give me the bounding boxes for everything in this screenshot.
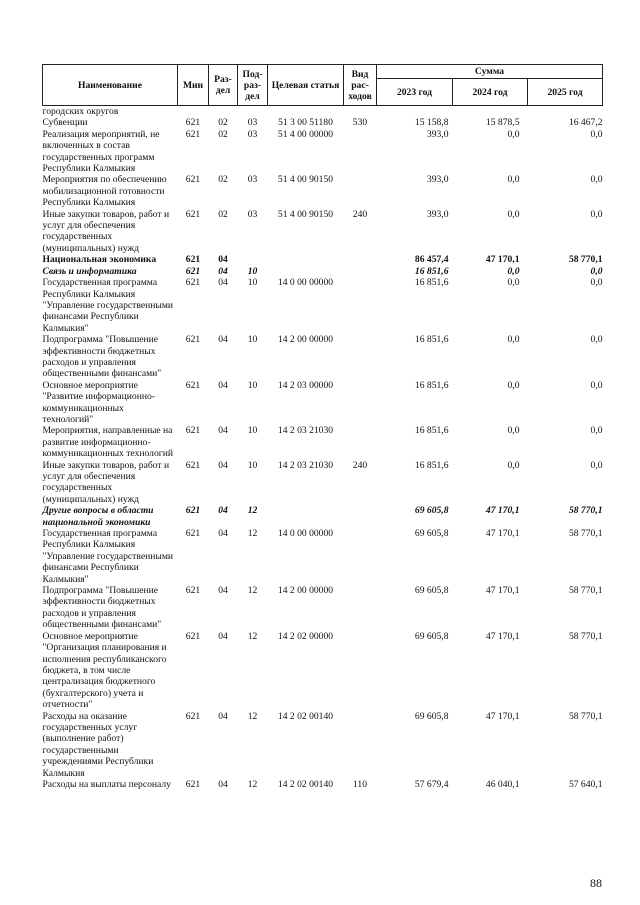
row-sum-2024: 0,0 xyxy=(507,265,520,277)
row-sum-2024: 0,0 xyxy=(507,174,520,186)
row-name: Связь и информатика xyxy=(42,265,137,277)
row-vid: 110 xyxy=(352,778,368,790)
row-sum-2023: 69 605,8 xyxy=(414,505,449,517)
table-row xyxy=(43,209,603,255)
row-podrazdel: 03 xyxy=(247,117,258,129)
row-razdel: 02 xyxy=(218,128,228,140)
row-razdel: 04 xyxy=(218,334,228,346)
table-row xyxy=(43,334,603,380)
row-min: 621 xyxy=(185,334,201,346)
row-target: 51 4 00 00000 xyxy=(277,128,334,140)
row-sum-2025: 0,0 xyxy=(590,334,603,346)
row-name: Реализация мероприятий, не включенных в состав государственных программ Республики Калмыкия xyxy=(42,128,160,175)
row-sum-2023: 69 605,8 xyxy=(414,585,449,597)
row-target xyxy=(268,266,344,277)
row-name: Основное мероприятие "Организация планирования и исполнения республиканского бюджета, в том числе централизация бюджетного (бухгалтерского) учета и отчетности" xyxy=(42,630,167,711)
row-podrazdel: 03 xyxy=(247,208,258,220)
table-row xyxy=(43,266,603,277)
row-name: Иные закупки товаров, работ и услуг для обеспечения государственных (муниципальных) нужд xyxy=(42,459,170,505)
row-sum-2024: 15 878,5 xyxy=(485,117,520,129)
row-sum-2025: 58 770,1 xyxy=(568,528,603,540)
row-sum-2024: 0,0 xyxy=(507,459,520,471)
row-sum-2023: 16 851,6 xyxy=(414,459,449,471)
row-name: городских округов xyxy=(42,106,119,117)
row-razdel: 04 xyxy=(218,710,228,722)
header-year-2025: 2025 год xyxy=(528,79,603,106)
row-vid xyxy=(344,711,377,779)
row-name: Подпрограмма "Повышение эффективности бюджетных расходов и управления общественными финансами" xyxy=(42,585,162,631)
row-vid xyxy=(344,505,377,528)
row-vid xyxy=(344,528,377,585)
row-sum-2024: 47 170,1 xyxy=(485,528,520,540)
row-sum-2023: 393,0 xyxy=(426,174,449,186)
row-sum-2023: 86 457,4 xyxy=(414,254,449,266)
row-sum-2023: 393,0 xyxy=(426,208,449,220)
row-sum-2023: 69 605,8 xyxy=(414,528,449,540)
budget-table xyxy=(42,64,603,790)
row-sum-2025: 0,0 xyxy=(590,128,603,140)
row-sum-2025: 58 770,1 xyxy=(568,630,603,642)
row-sum-2025: 0,0 xyxy=(590,379,603,391)
table-header xyxy=(43,65,603,106)
row-podrazdel: 12 xyxy=(247,710,258,722)
row-podrazdel: 10 xyxy=(247,425,258,437)
row-min: 621 xyxy=(185,128,201,140)
header-razdel: Раз-дел xyxy=(209,65,238,106)
table-row xyxy=(43,425,603,459)
row-sum-2025: 58 770,1 xyxy=(568,710,603,722)
row-name: Расходы на выплаты персоналу xyxy=(42,778,171,790)
row-min: 621 xyxy=(185,277,201,289)
row-sum-2023: 16 851,6 xyxy=(414,277,449,289)
header-vid: Вид рас-ходов xyxy=(344,65,377,106)
header-year-2024: 2024 год xyxy=(453,79,528,106)
row-sum-2024: 0,0 xyxy=(507,277,520,289)
row-sum-2024: 0,0 xyxy=(507,208,520,220)
row-razdel: 02 xyxy=(218,208,228,220)
row-podrazdel: 10 xyxy=(247,379,258,391)
row-sum-2025: 58 770,1 xyxy=(568,254,603,266)
row-razdel: 04 xyxy=(218,630,228,642)
row-vid: 530 xyxy=(352,117,368,129)
row-sum-2023: 16 851,6 xyxy=(414,425,449,437)
row-razdel: 02 xyxy=(218,117,228,129)
row-min: 621 xyxy=(185,585,201,597)
row-podrazdel: 12 xyxy=(247,528,258,540)
row-min: 621 xyxy=(185,505,201,517)
row-podrazdel: 03 xyxy=(247,128,258,140)
row-sum-2024: 47 170,1 xyxy=(485,585,520,597)
row-min: 621 xyxy=(185,208,201,220)
row-podrazdel xyxy=(238,254,268,265)
row-target: 51 3 00 51180 xyxy=(278,117,333,129)
row-sum-2024: 47 170,1 xyxy=(485,630,520,642)
row-sum-2023: 57 679,4 xyxy=(414,778,449,790)
header-min: Мин xyxy=(178,65,209,106)
row-razdel: 04 xyxy=(218,778,228,790)
row-sum-2023 xyxy=(377,106,453,118)
row-vid xyxy=(344,277,377,334)
row-target: 14 2 03 21030 xyxy=(277,459,334,471)
row-razdel: 04 xyxy=(218,528,228,540)
row-sum-2023: 393,0 xyxy=(426,128,449,140)
row-podrazdel: 03 xyxy=(247,174,258,186)
table-row xyxy=(43,277,603,334)
row-sum-2025: 0,0 xyxy=(590,425,603,437)
table-row xyxy=(43,585,603,631)
row-razdel: 04 xyxy=(218,254,228,266)
row-vid xyxy=(344,106,377,118)
row-target: 14 0 00 00000 xyxy=(277,528,334,540)
row-sum-2025: 0,0 xyxy=(590,265,603,277)
row-sum-2025: 58 770,1 xyxy=(568,505,603,517)
row-sum-2025: 16 467,2 xyxy=(568,117,603,129)
table-row xyxy=(43,117,603,128)
row-vid xyxy=(344,425,377,459)
row-target: 14 2 03 00000 xyxy=(277,379,334,391)
row-name: Государственная программа Республики Калмыкия "Управление государственными финансами Республики Калмыкия" xyxy=(42,277,174,334)
row-target: 14 2 02 00140 xyxy=(277,778,334,790)
row-sum-2023: 16 851,6 xyxy=(414,334,449,346)
row-min: 621 xyxy=(185,117,201,129)
row-sum-2025: 0,0 xyxy=(590,277,603,289)
row-min: 621 xyxy=(185,710,201,722)
row-vid xyxy=(344,129,377,175)
row-sum-2024: 47 170,1 xyxy=(485,505,520,517)
row-razdel: 04 xyxy=(218,379,228,391)
row-name: Основное мероприятие "Развитие информационно-коммуникационных технологий" xyxy=(42,379,155,425)
row-vid xyxy=(344,266,377,277)
header-sum: Сумма xyxy=(377,65,603,79)
row-sum-2023: 15 158,8 xyxy=(414,117,449,129)
row-sum-2023: 16 851,6 xyxy=(414,379,449,391)
row-vid xyxy=(344,334,377,380)
header-target: Целевая статья xyxy=(268,65,344,106)
row-sum-2025: 0,0 xyxy=(590,459,603,471)
row-target xyxy=(268,254,344,265)
row-razdel: 04 xyxy=(218,505,228,517)
row-name: Национальная экономика xyxy=(42,254,157,266)
header-name: Наименование xyxy=(43,65,178,106)
row-podrazdel: 12 xyxy=(247,505,258,517)
row-min xyxy=(178,106,209,118)
row-vid xyxy=(344,631,377,711)
row-podrazdel: 10 xyxy=(247,459,258,471)
row-name: Мероприятия, направленные на развитие информационно-коммуникационных технологий xyxy=(42,425,173,460)
row-min: 621 xyxy=(185,778,201,790)
row-vid xyxy=(344,380,377,426)
table-row xyxy=(43,779,603,790)
row-sum-2025: 58 770,1 xyxy=(568,585,603,597)
row-target xyxy=(268,505,344,528)
row-min: 621 xyxy=(185,265,201,277)
table-row xyxy=(43,505,603,528)
row-min: 621 xyxy=(185,254,201,266)
header-podrazdel: Под-раз-дел xyxy=(238,65,268,106)
row-vid xyxy=(344,254,377,265)
row-sum-2025: 0,0 xyxy=(590,174,603,186)
row-sum-2023: 16 851,6 xyxy=(414,265,449,277)
row-razdel: 04 xyxy=(218,265,228,277)
row-sum-2024 xyxy=(453,106,528,118)
table-row xyxy=(43,106,603,118)
row-podrazdel: 10 xyxy=(247,334,258,346)
row-razdel: 04 xyxy=(218,585,228,597)
row-target: 14 2 03 21030 xyxy=(277,425,334,437)
row-vid: 240 xyxy=(352,459,368,471)
row-name: Государственная программа Республики Калмыкия "Управление государственными финансами Республики Калмыкия" xyxy=(42,528,174,585)
row-razdel xyxy=(209,106,238,118)
row-podrazdel: 10 xyxy=(247,277,258,289)
row-min: 621 xyxy=(185,379,201,391)
page-number: 88 xyxy=(590,876,602,890)
row-target: 14 2 02 00140 xyxy=(277,710,334,722)
row-vid xyxy=(344,585,377,631)
table-row xyxy=(43,711,603,779)
row-podrazdel: 12 xyxy=(247,630,258,642)
row-razdel: 04 xyxy=(218,277,228,289)
table-row xyxy=(43,380,603,426)
row-sum-2024: 0,0 xyxy=(507,334,520,346)
row-podrazdel: 12 xyxy=(247,778,258,790)
row-target: 51 4 00 90150 xyxy=(277,174,334,186)
row-razdel: 04 xyxy=(218,459,228,471)
row-min: 621 xyxy=(185,425,201,437)
row-target: 14 2 00 00000 xyxy=(277,334,334,346)
table-row xyxy=(43,631,603,711)
row-name: Расходы на оказание государственных услуг (выполнение работ) государственными учреждениями Республики Калмыкия xyxy=(42,710,154,779)
row-min: 621 xyxy=(185,174,201,186)
row-sum-2024: 46 040,1 xyxy=(485,778,520,790)
row-name: Подпрограмма "Повышение эффективности бюджетных расходов и управления общественными финансами" xyxy=(42,334,162,380)
row-sum-2024: 0,0 xyxy=(507,379,520,391)
row-sum-2024: 0,0 xyxy=(507,425,520,437)
row-sum-2025 xyxy=(528,106,603,118)
row-sum-2023: 69 605,8 xyxy=(414,630,449,642)
row-name: Субвенции xyxy=(42,117,88,129)
row-razdel: 02 xyxy=(218,174,228,186)
row-name: Иные закупки товаров, работ и услуг для обеспечения государственных (муниципальных) нужд xyxy=(42,208,170,254)
row-min: 621 xyxy=(185,459,201,471)
row-sum-2023: 69 605,8 xyxy=(414,710,449,722)
row-target: 14 2 00 00000 xyxy=(277,585,334,597)
row-podrazdel xyxy=(238,106,268,118)
row-target: 14 2 02 00000 xyxy=(277,630,334,642)
table-row xyxy=(43,129,603,175)
row-sum-2025: 57 640,1 xyxy=(568,778,603,790)
row-vid xyxy=(344,174,377,208)
table-body xyxy=(43,106,603,791)
row-sum-2024: 47 170,1 xyxy=(485,254,520,266)
row-target: 51 4 00 90150 xyxy=(277,208,334,220)
table-row xyxy=(43,254,603,265)
row-min: 621 xyxy=(185,528,201,540)
row-name: Мероприятия по обеспечению мобилизационной готовности Республики Калмыкия xyxy=(42,174,167,209)
row-target: 14 0 00 00000 xyxy=(277,277,334,289)
header-year-2023: 2023 год xyxy=(377,79,453,106)
row-min: 621 xyxy=(185,630,201,642)
row-sum-2024: 0,0 xyxy=(507,128,520,140)
row-vid: 240 xyxy=(352,208,368,220)
row-podrazdel: 10 xyxy=(247,265,258,277)
table-row xyxy=(43,174,603,208)
row-sum-2024: 47 170,1 xyxy=(485,710,520,722)
table-row xyxy=(43,528,603,585)
row-name: Другие вопросы в области национальной экономики xyxy=(42,505,154,528)
table-row xyxy=(43,460,603,506)
row-target xyxy=(268,106,344,118)
row-sum-2025: 0,0 xyxy=(590,208,603,220)
row-razdel: 04 xyxy=(218,425,228,437)
row-podrazdel: 12 xyxy=(247,585,258,597)
